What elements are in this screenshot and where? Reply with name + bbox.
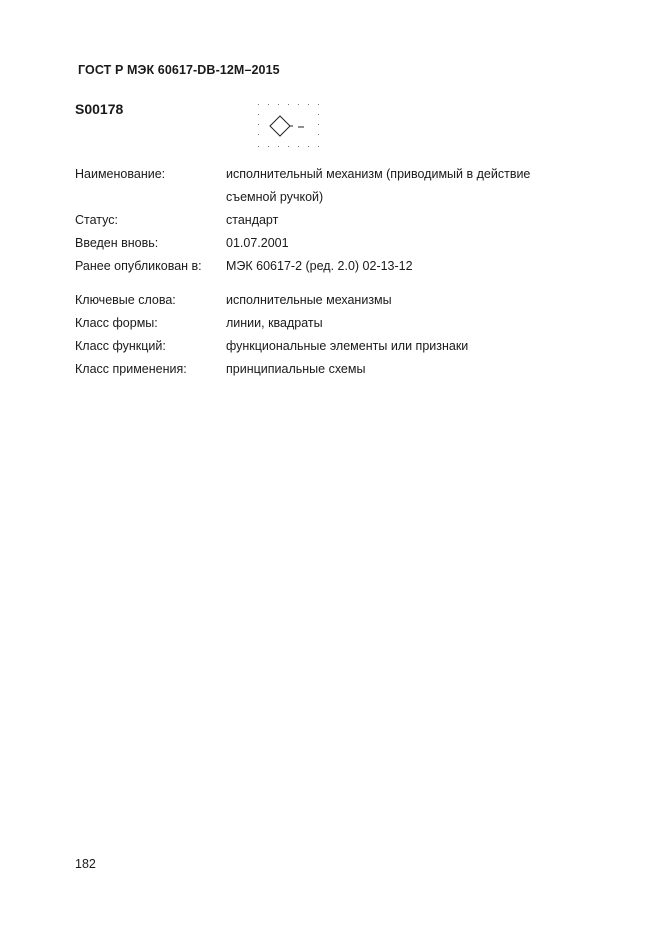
field-row-function-class xyxy=(75,335,615,358)
field-label: Статус: xyxy=(75,213,118,227)
symbol-attributes xyxy=(75,163,615,381)
field-row-application-class xyxy=(75,358,615,381)
field-row-keywords xyxy=(75,289,615,312)
field-label: Класс применения: xyxy=(75,362,187,376)
field-value: исполнительный механизм (приводимый в действие съемной ручкой) xyxy=(226,167,531,204)
field-value: 01.07.2001 xyxy=(226,236,289,250)
field-value: функциональные элементы или признаки xyxy=(226,339,469,353)
field-row-introduced xyxy=(75,232,615,255)
field-label: Класс функций: xyxy=(75,339,166,353)
field-row-shape-class xyxy=(75,312,615,335)
field-value: линии, квадраты xyxy=(226,316,323,330)
symbol-code: S00178 xyxy=(75,101,124,117)
field-label: Введен вновь: xyxy=(75,236,159,250)
field-label: Ключевые слова: xyxy=(75,293,176,307)
field-group-spacer xyxy=(75,278,615,289)
field-value: МЭК 60617-2 (ред. 2.0) 02-13-12 xyxy=(226,259,413,273)
field-value: принципиальные схемы xyxy=(226,362,366,376)
field-value: стандарт xyxy=(226,213,279,227)
page-number: 182 xyxy=(75,857,96,871)
field-row-status xyxy=(75,209,615,232)
field-label: Класс формы: xyxy=(75,316,158,330)
field-value: исполнительные механизмы xyxy=(226,293,392,307)
field-label: Наименование: xyxy=(75,167,166,181)
field-row-name xyxy=(75,163,615,209)
document-header: ГОСТ Р МЭК 60617-DB-12M–2015 xyxy=(78,63,280,77)
field-row-previously-published xyxy=(75,255,615,278)
field-label: Ранее опубликован в: xyxy=(75,259,202,273)
actuator-removable-handle-symbol-icon xyxy=(254,102,322,150)
